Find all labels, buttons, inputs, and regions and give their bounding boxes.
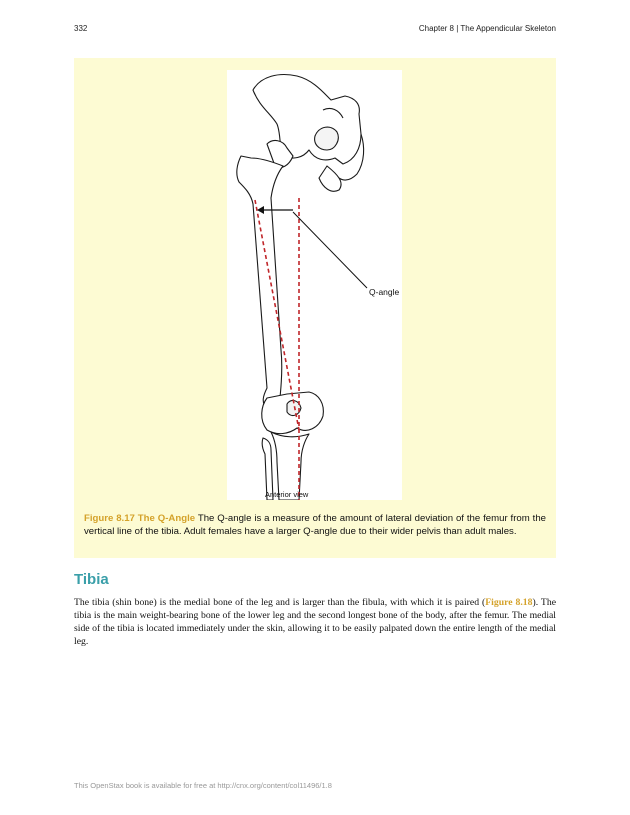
section-title: Tibia bbox=[74, 571, 109, 588]
body-text-part2: ). The tibia is the main weight-bearing bone of the lower leg and the second longest bone of the body, after the femur. The medial side of the tibia is located immediately under the skin, allowing it to be easily palpated down the entire length of the medial leg. bbox=[74, 597, 556, 647]
anterior-view-label: Anterior view bbox=[265, 490, 309, 499]
q-angle-label: Q-angle bbox=[369, 287, 400, 297]
femur-illustration bbox=[237, 156, 283, 410]
q-angle-illustration bbox=[227, 70, 402, 500]
body-text-part1: The tibia (shin bone) is the medial bone of the leg and is larger than the fibula, with which it is paired ( bbox=[74, 597, 486, 608]
body-paragraph bbox=[74, 596, 556, 648]
figure-reference-link[interactable]: Figure 8.18 bbox=[485, 597, 533, 608]
footer-text: This OpenStax book is available for free at http://cnx.org/content/col11496/1.8 bbox=[74, 781, 332, 790]
figure-box bbox=[74, 58, 556, 558]
q-angle-callout-line bbox=[293, 212, 367, 288]
figure-caption-text: The Q-angle is a measure of the amount of lateral deviation of the femur from the vertical line of the tibia. Adult females have a larger Q-angle due to their wider pelvis than adult males. bbox=[84, 513, 546, 537]
figure-caption bbox=[84, 512, 546, 538]
running-header: Chapter 8 | The Appendicular Skeleton bbox=[418, 24, 556, 33]
figure-label: Figure 8.17 The Q-Angle bbox=[84, 513, 196, 524]
page-number: 332 bbox=[74, 24, 88, 33]
